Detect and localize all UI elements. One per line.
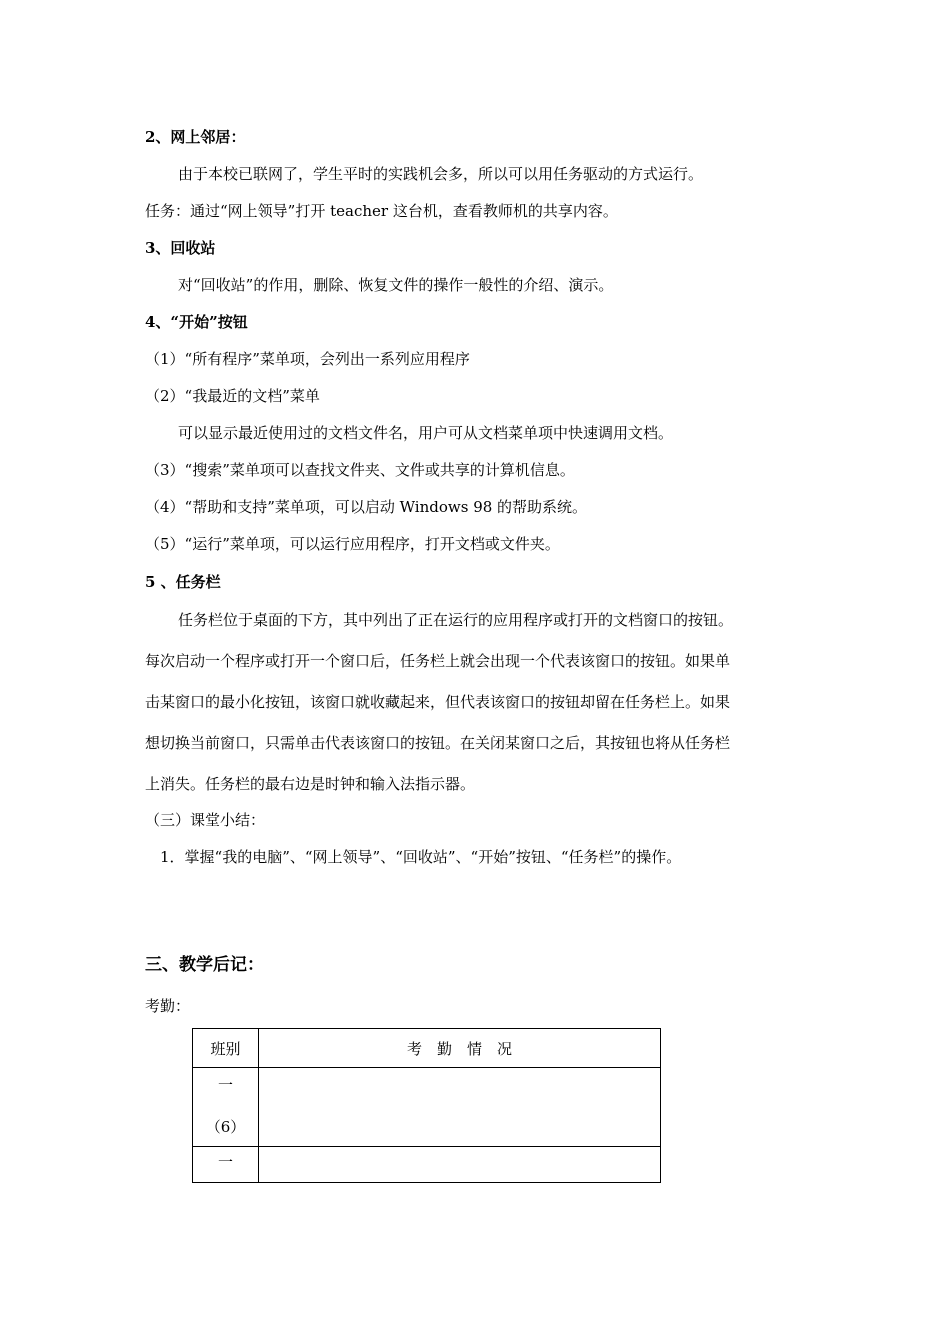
section-5-line: 上消失。任务栏的最右边是时钟和输入法指示器。 — [145, 775, 476, 793]
attendance-header-cell: 考 勤 情 况 — [259, 1029, 661, 1068]
section-4-item-detail: 可以显示最近使用过的文档文件名，用户可从文档菜单项中快速调用文档。 — [178, 424, 674, 442]
section-2-paragraph: 由于本校已联网了，学生平时的实践机会多，所以可以用任务驱动的方式运行。 — [178, 165, 704, 183]
section-5-title: 5 、任务栏 — [145, 573, 221, 591]
section-4-item: （2）“我最近的文档”菜单 — [145, 387, 320, 405]
section-4-item: （5）“运行”菜单项，可以运行应用程序，打开文档或文件夹。 — [145, 535, 560, 553]
table-row — [193, 1068, 661, 1147]
section-3-title: 3、回收站 — [145, 239, 216, 257]
table-row — [193, 1147, 661, 1183]
summary-title: （三）课堂小结： — [145, 811, 266, 829]
summary-item: 1．掌握“我的电脑”、“网上领导”、“回收站”、“开始”按钮、“任务栏”的操作。 — [160, 848, 682, 866]
section-2-task: 任务：通过“网上领导”打开 teacher 这台机，查看教师机的共享内容。 — [145, 202, 618, 220]
section-5-line: 任务栏位于桌面的下方，其中列出了正在运行的应用程序或打开的文档窗口的按钮。 — [178, 611, 734, 629]
attendance-label: 考勤： — [145, 997, 191, 1015]
section-4-item: （3）“搜索”菜单项可以查找文件夹、文件或共享的计算机信息。 — [145, 461, 575, 479]
section-5-line: 每次启动一个程序或打开一个窗口后，任务栏上就会出现一个代表该窗口的按钮。如果单 — [145, 652, 731, 670]
section-5-line: 击某窗口的最小化按钮，该窗口就收藏起来，但代表该窗口的按钮却留在任务栏上。如果 — [145, 693, 731, 711]
attendance-cell[interactable] — [259, 1147, 661, 1183]
table-header-row — [193, 1029, 661, 1068]
section-2-title: 2、网上邻居： — [145, 128, 246, 146]
postscript-title: 三、教学后记： — [145, 955, 264, 975]
section-5-line: 想切换当前窗口，只需单击代表该窗口的按钮。在关闭某窗口之后，其按钮也将从任务栏 — [145, 734, 731, 752]
attendance-cell[interactable] — [259, 1068, 661, 1147]
section-4-title: 4、“开始”按钮 — [145, 313, 248, 331]
section-4-item: （4）“帮助和支持”菜单项，可以启动 Windows 98 的帮助系统。 — [145, 498, 588, 516]
class-cell: 一 — [193, 1147, 259, 1183]
class-header-cell: 班别 — [193, 1029, 259, 1068]
attendance-table — [192, 1028, 661, 1183]
class-number: （6） — [205, 1118, 246, 1136]
class-cell — [193, 1068, 259, 1147]
section-3-paragraph: 对“回收站”的作用，删除、恢复文件的操作一般性的介绍、演示。 — [178, 276, 614, 294]
class-grade: 一 — [217, 1076, 233, 1094]
section-4-item: （1）“所有程序”菜单项，会列出一系列应用程序 — [145, 350, 470, 368]
